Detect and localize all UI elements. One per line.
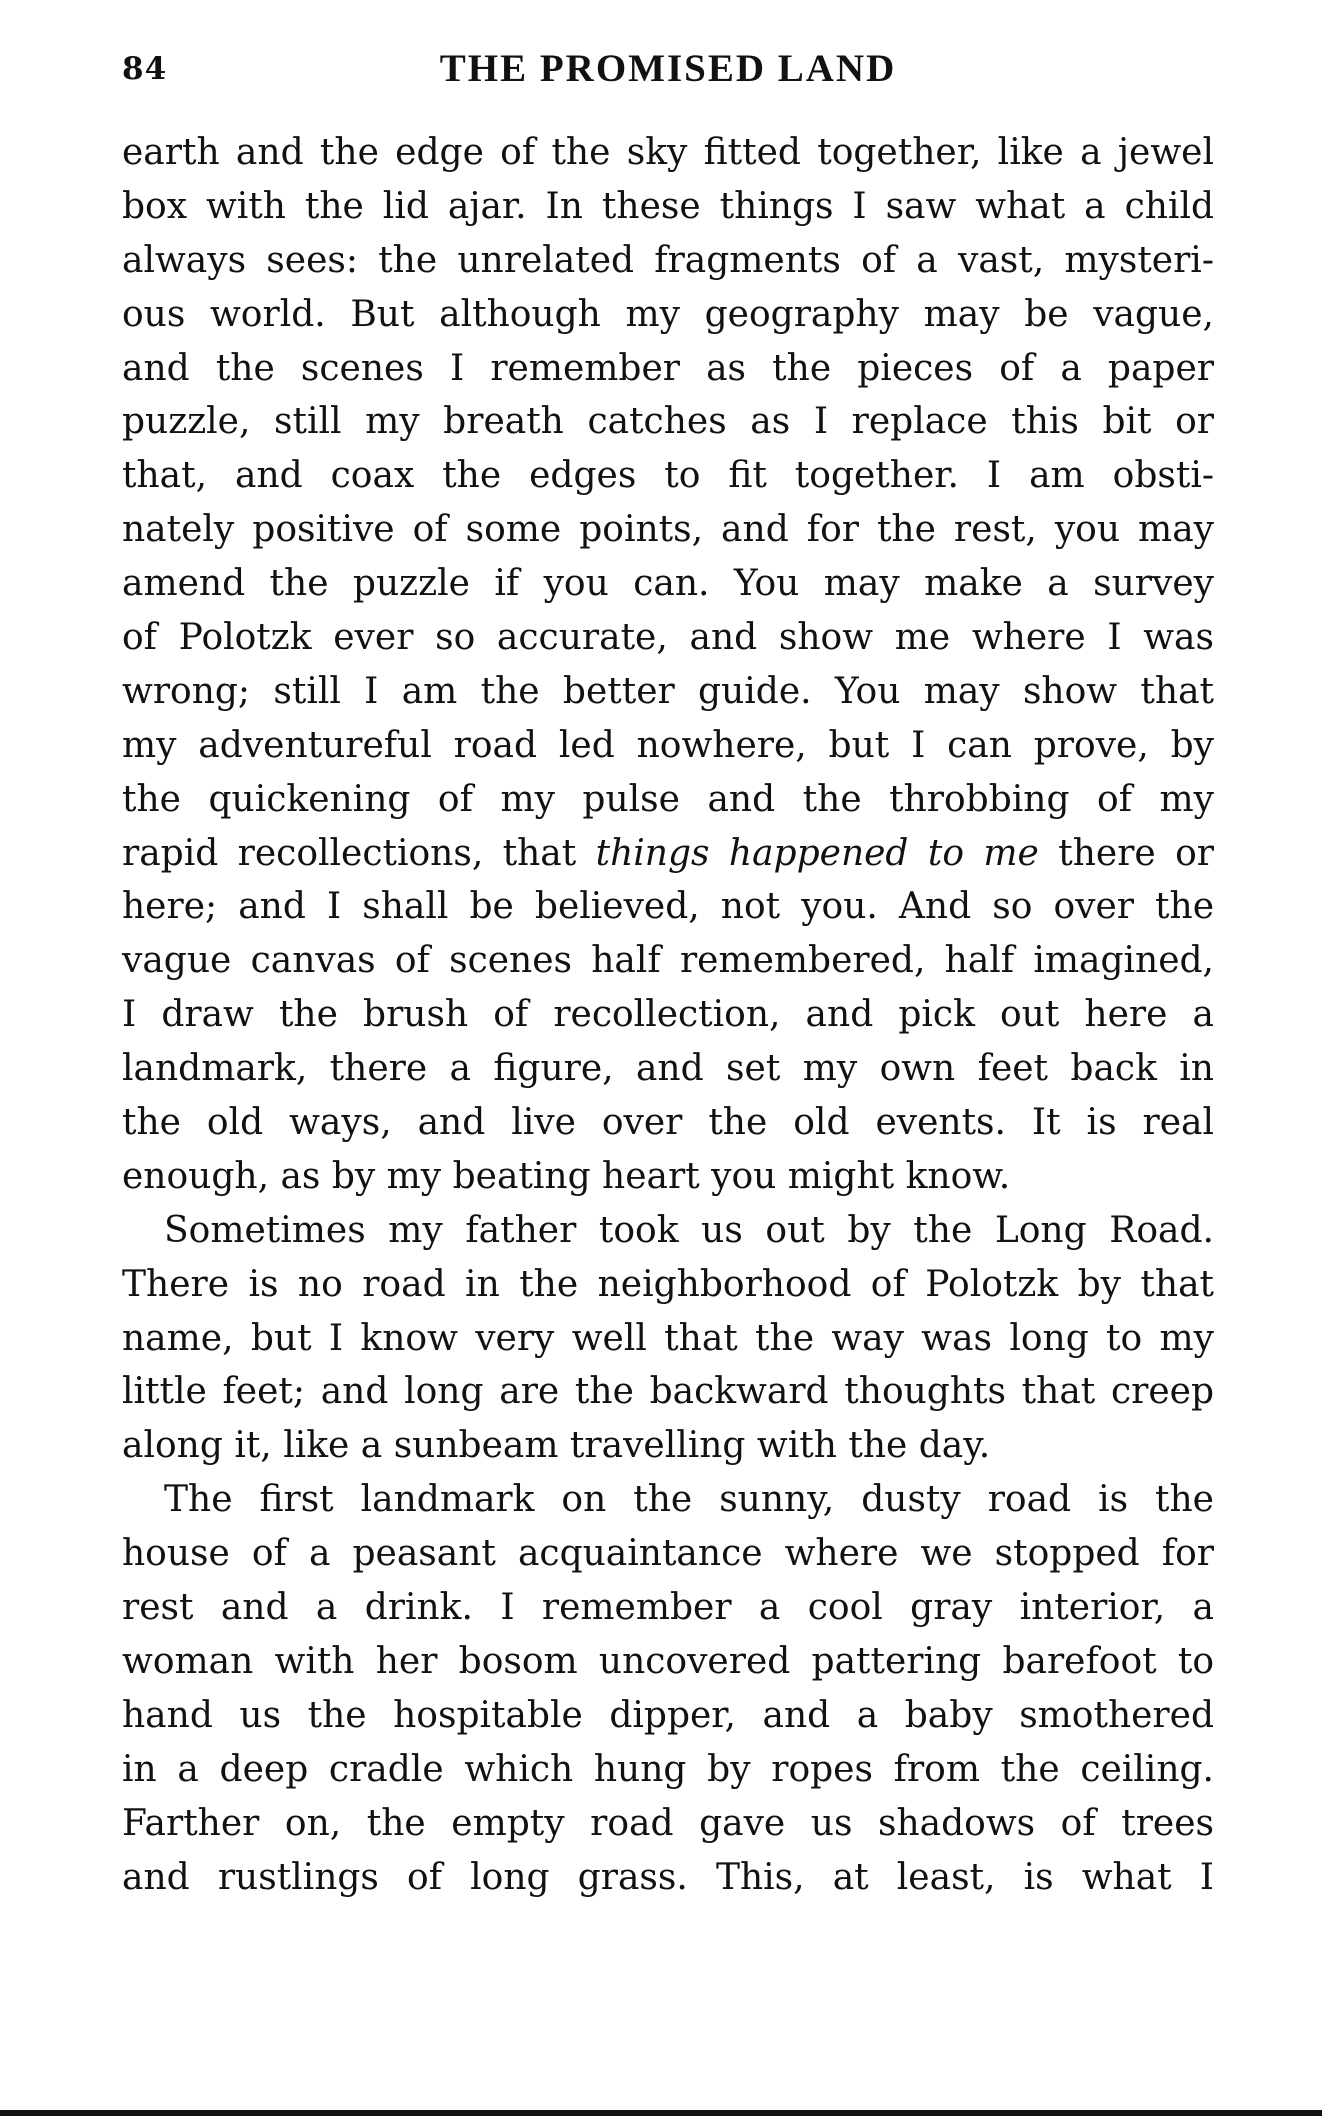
text-segment: there or — [1038, 832, 1214, 874]
text-line-with-italic — [122, 827, 1214, 881]
text-line: nately positive of some points, and for the rest, you may — [122, 509, 1214, 551]
paragraph-start-line: The first landmark on the sunny, dusty road is the — [164, 1479, 1214, 1521]
paragraph-end-line: enough, as by my beating heart you might know. — [122, 1155, 1011, 1197]
text-line: of Polotzk ever so accurate, and show me where I was — [122, 617, 1214, 659]
text-line: name, but I know very well that the way was long to my — [122, 1317, 1214, 1359]
text-line: that, and coax the edges to fit together. I am obsti- — [122, 455, 1214, 497]
text-line: hand us the hospitable dipper, and a baby smothered — [122, 1694, 1214, 1736]
italic-phrase: things happened to me — [595, 832, 1039, 874]
text-line: the old ways, and live over the old events. It is real — [122, 1102, 1214, 1144]
text-line: my adventureful road led nowhere, but I can prove, by — [122, 724, 1214, 766]
text-line: puzzle, still my breath catches as I replace this bit or — [122, 401, 1214, 443]
paragraph-start-line: Sometimes my father took us out by the Long Road. — [164, 1209, 1214, 1251]
text-line: amend the puzzle if you can. You may make a survey — [122, 563, 1214, 605]
text-line: and the scenes I remember as the pieces of a paper — [122, 347, 1214, 389]
text-line: always sees: the unrelated fragments of a vast, mysteri- — [122, 239, 1214, 281]
text-line: wrong; still I am the better guide. You may show that — [122, 670, 1214, 712]
text-line: here; and I shall be believed, not you. And so over the — [122, 886, 1214, 928]
page-number: 84 — [122, 51, 168, 87]
running-title: THE PROMISED LAND — [439, 47, 897, 90]
body-text — [122, 126, 1214, 1904]
text-line: the quickening of my pulse and the throbbing of my — [122, 778, 1214, 820]
text-line: I draw the brush of recollection, and pick out here a — [122, 994, 1214, 1036]
text-segment: rapid recollections, that — [122, 832, 596, 874]
text-line: earth and the edge of the sky fitted together, like a jewel — [122, 132, 1214, 173]
text-line: landmark, there a figure, and set my own feet back in — [122, 1048, 1214, 1090]
text-line: rest and a drink. I remember a cool gray interior, a — [122, 1587, 1214, 1629]
text-line: ous world. But although my geography may be vague, — [122, 293, 1214, 335]
bottom-rule — [0, 2110, 1322, 2116]
running-header — [122, 44, 1214, 94]
text-line: There is no road in the neighborhood of Polotzk by that — [122, 1263, 1214, 1305]
text-line: Farther on, the empty road gave us shadows of trees — [122, 1802, 1214, 1844]
text-line: box with the lid ajar. In these things I saw what a child — [122, 185, 1214, 227]
text-line: vague canvas of scenes half remembered, half imagined, — [122, 940, 1214, 982]
text-line: house of a peasant acquaintance where we stopped for — [122, 1533, 1214, 1575]
text-line: in a deep cradle which hung by ropes from the ceiling. — [122, 1748, 1214, 1790]
text-line: little feet; and long are the backward thoughts that creep — [122, 1371, 1214, 1413]
text-line: woman with her bosom uncovered pattering barefoot to — [122, 1640, 1214, 1682]
text-line: and rustlings of long grass. This, at least, is what I — [122, 1856, 1214, 1898]
paragraph-end-line: along it, like a sunbeam travelling with the day. — [122, 1425, 991, 1467]
